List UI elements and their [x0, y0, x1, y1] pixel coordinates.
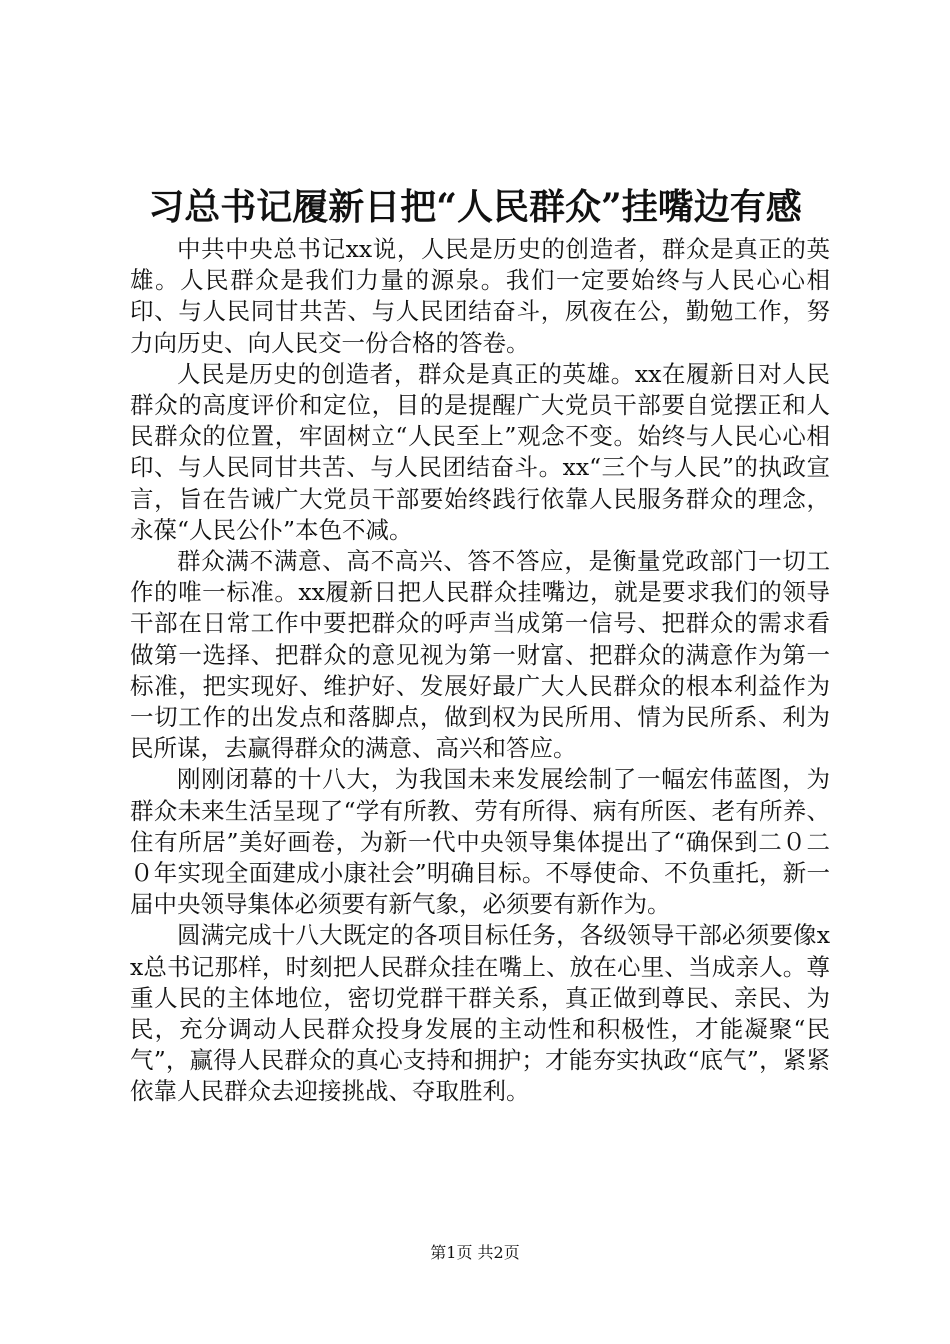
page-footer: 第1页 共2页	[430, 1243, 520, 1262]
document-title: 习总书记履新日把“人民群众”挂嘴边有感	[148, 186, 802, 228]
paragraph-4: 刚刚闭幕的十八大，为我国未来发展绘制了一幅宏伟蓝图，为群众未来生活呈现了“学有所教、劳有所得、病有所医、老有所养、住有所居”美好画卷，为新一代中央领导集体提出了“确保到二０二０年实现全面建成小康社会”明确目标。不辱使命、不负重托，新一届中央领导集体必须要有新气象，必须要有新作为。	[130, 765, 830, 919]
document-body	[130, 234, 830, 1108]
paragraph-3: 群众满不满意、高不高兴、答不答应，是衡量党政部门一切工作的唯一标准。xx履新日把人民群众挂嘴边，就是要求我们的领导干部在日常工作中要把群众的呼声当成第一信号、把群众的需求看做第一选择、把群众的意见视为第一财富、把群众的满意作为第一标准，把实现好、维护好、发展好最广大人民群众的根本利益作为一切工作的出发点和落脚点，做到权为民所用、情为民所系、利为民所谋，去赢得群众的满意、高兴和答应。	[130, 547, 830, 763]
paragraph-1: 中共中央总书记xx说，人民是历史的创造者，群众是真正的英雄。人民群众是我们力量的源泉。我们一定要始终与人民心心相印、与人民同甘共苦、与人民团结奋斗，夙夜在公，勤勉工作，努力向历史、向人民交一份合格的答卷。	[130, 235, 830, 357]
paragraph-5: 圆满完成十八大既定的各项目标任务，各级领导干部必须要像xx总书记那样，时刻把人民群众挂在嘴上、放在心里、当成亲人。尊重人民的主体地位，密切党群干群关系，真正做到尊民、亲民、为民，充分调动人民群众投身发展的主动性和积极性，才能凝聚“民气”，赢得人民群众的真心支持和拥护；才能夯实执政“底气”，紧紧依靠人民群众去迎接挑战、夺取胜利。	[130, 921, 830, 1106]
paragraph-2: 人民是历史的创造者，群众是真正的英雄。xx在履新日对人民群众的高度评价和定位，目的是提醒广大党员干部要自觉摆正和人民群众的位置，牢固树立“人民至上”观念不变。始终与人民心心相印、与人民同甘共苦、与人民团结奋斗。xx“三个与人民”的执政宣言，旨在告诫广大党员干部要始终践行依靠人民服务群众的理念，永葆“人民公仆”本色不减。	[130, 359, 830, 544]
